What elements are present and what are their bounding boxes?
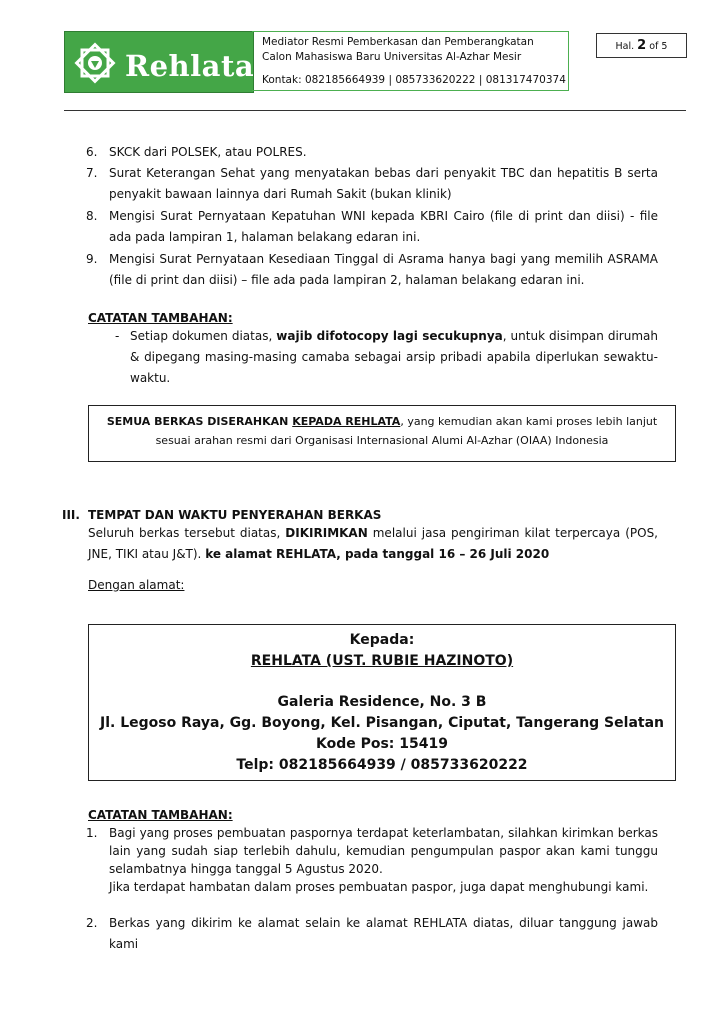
header-info xyxy=(252,31,569,91)
header-line-1: Mediator Resmi Pemberkasan dan Pemberangkatan xyxy=(262,36,534,48)
note-heading: CATATAN TAMBAHAN: xyxy=(88,311,233,325)
note-heading: CATATAN TAMBAHAN: xyxy=(88,808,233,822)
rehlata-emblem-icon xyxy=(73,41,117,85)
section-title: TEMPAT DAN WAKTU PENYERAHAN BERKAS xyxy=(88,508,382,522)
header-divider xyxy=(64,110,686,111)
list-item: 8. Mengisi Surat Pernyataan Kepatuhan WNI kepada KBRI Cairo (file di print dan diisi) - file ada pada lampiran 1, halaman belakang edaran ini. xyxy=(86,209,658,244)
header-contact: Kontak: 082185664939 | 085733620222 | 081317470374 xyxy=(262,74,566,86)
page-number: 2 xyxy=(637,38,647,53)
logo xyxy=(64,31,254,93)
list-item: 9. Mengisi Surat Pernyataan Kesediaan Tinggal di Asrama hanya bagi yang memilih ASRAMA (file di print dan diisi) – file ada pada lampiran 2, halaman belakang edaran ini. xyxy=(86,252,658,287)
address-phone: Telp: 082185664939 / 085733620222 xyxy=(236,757,528,773)
page-indicator: Hal. 2 of 5 xyxy=(596,33,687,58)
logo-text: Rehlata xyxy=(125,49,255,83)
section-number: III. xyxy=(62,508,80,522)
list-item: 7. Surat Keterangan Sehat yang menyatakan bebas dari penyakit TBC dan hepatitis B serta penyakit bawaan lainnya dari Rumah Sakit (bukan klinik) xyxy=(86,166,658,201)
list-item: 1. Bagi yang proses pembuatan paspornya terdapat keterlambatan, silahkan kirimkan berkas lain yang sudah siap terlebih dahulu, kemudian pengumpulan paspor akan kami tunggu selambatnya hingga tanggal 5 Agustus 2020. Jika terdapat hambatan dalam proses pembuatan paspor, juga dapat menghubungi kami. xyxy=(86,826,658,894)
list-item: 2. Berkas yang dikirim ke alamat selain ke alamat REHLATA diatas, diluar tanggung jawab kami xyxy=(86,916,658,951)
address-label: Dengan alamat: xyxy=(88,578,185,592)
section-paragraph: Seluruh berkas tersebut diatas, DIKIRIMKAN melalui jasa pengiriman kilat terpercaya (POS, JNE, TIKI atau J&T). ke alamat REHLATA, pada tanggal 16 – 26 Juli 2020 xyxy=(88,526,658,561)
address-box xyxy=(88,624,676,781)
list-item: 6. SKCK dari POLSEK, atau POLRES. xyxy=(86,145,307,159)
header-line-2: Calon Mahasiswa Baru Universitas Al-Azhar Mesir xyxy=(262,51,522,63)
address-kepada: Kepada: xyxy=(349,632,415,648)
address-recipient: REHLATA (UST. RUBIE HAZINOTO) xyxy=(250,653,514,669)
address-postcode: Kode Pos: 15419 xyxy=(315,736,448,752)
address-line: Jl. Legoso Raya, Gg. Boyong, Kel. Pisangan, Ciputat, Tangerang Selatan xyxy=(100,715,664,731)
note-item: - Setiap dokumen diatas, wajib difotocopy lagi secukupnya, untuk disimpan dirumah & dipegang masing-masing camaba sebagai arsip pribadi apabila diperlukan sewaktu-waktu. xyxy=(115,329,658,385)
address-line: Galeria Residence, No. 3 B xyxy=(277,694,487,710)
notice-box: SEMUA BERKAS DISERAHKAN KEPADA REHLATA, yang kemudian akan kami proses lebih lanjut sesuai arahan resmi dari Organisasi Internasional Alumi Al-Azhar (OIAA) Indonesia xyxy=(88,405,676,462)
